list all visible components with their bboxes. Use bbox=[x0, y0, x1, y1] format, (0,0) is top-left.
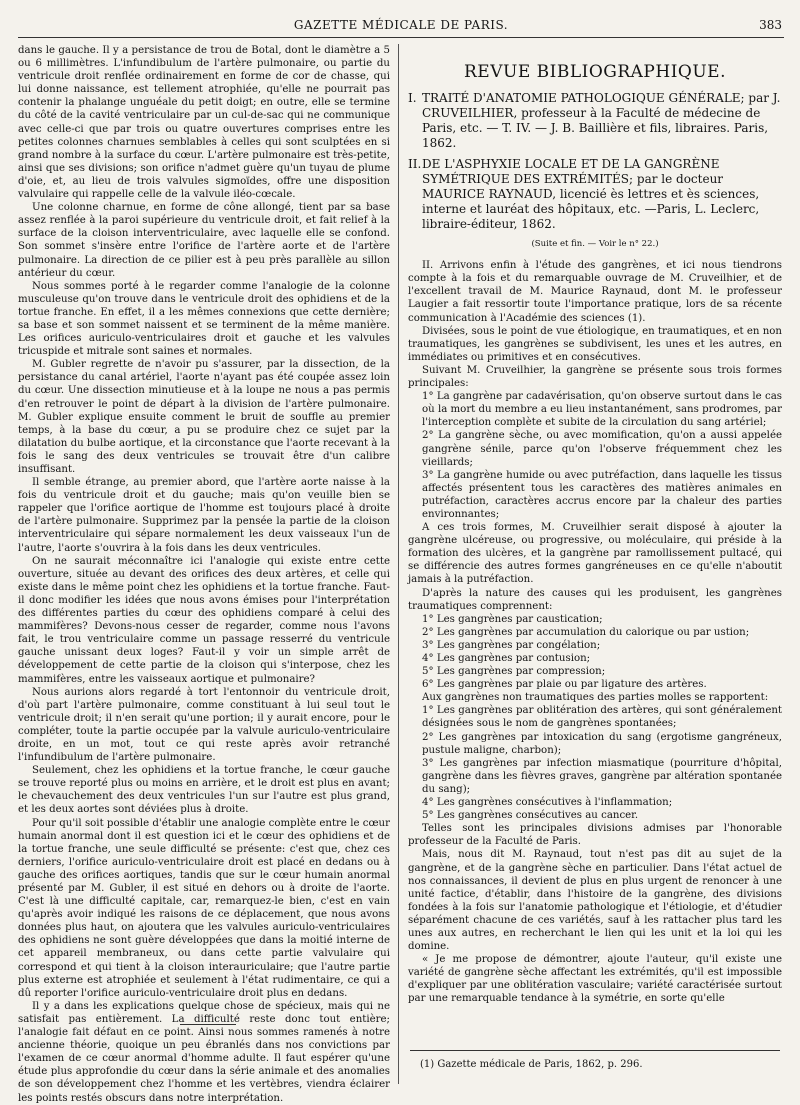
journal-title: GAZETTE MÉDICALE DE PARIS. bbox=[293, 18, 509, 32]
paragraph: Une colonne charnue, en forme de cône allongé, tient par sa base assez renflée à la paroi supérieure du ventricule droit, et fait relief à la surface de la cloison interventriculaire, avec laquelle elle se confond. Son sommet s'insère entre l'orifice de l'artère aorte et de l'artère pulmonaire. La direction de ce pilier est à peu près parallèle au sillon antérieur du cœur. bbox=[18, 202, 390, 279]
paragraph: Mais, nous dit M. Raynaud, tout n'est pas dit au sujet de la gangrène, et de la gangrène sèche en particulier. Dans l'état actuel de nos connaissances, il devient de plus en plus urgent de renoncer à une unité factice, d'établir, dans l'histoire de la gangrène, des divisions fondées à la fois sur l'anatomie pathologique et l'étiologie, et d'étudier séparément chacune de ces variétés, sauf à les rattacher plus tard les unes aux autres, en recherchant le lien qui les unit et la loi qui les domine. bbox=[408, 849, 782, 953]
list-item: 3° Les gangrènes par congélation; bbox=[422, 639, 601, 651]
entry-number: I. bbox=[408, 91, 417, 106]
paragraph: A ces trois formes, M. Cruveilhier serait disposé à ajouter la gangrène ulcéreuse, ou progressive, ou moléculaire, qui préside à la formation des ulcères, et la gangrène par ramollissement pultacé, qui se différencie des autres formes gangréneuses en ce qu'elle n'aboutit jamais à la putréfaction. bbox=[408, 522, 782, 586]
paragraph: Divisées, sous le point de vue étiologique, en traumatiques, et en non traumatiques, les gangrènes se subdivisent, les unes et les autres, en immédiates ou primitives et en consécutives. bbox=[408, 325, 782, 363]
bibliography-entry bbox=[408, 157, 782, 232]
footnote: (1) Gazette médicale de Paris, 1862, p. 296. bbox=[420, 1059, 643, 1070]
paragraph: M. Gubler regrette de n'avoir pu s'assurer, par la dissection, de la persistance du canal artériel, l'aorte n'ayant pas été coupée assez loin du cœur. Une dissection minutieuse et à la loupe ne nous a pas permis d'en retrouver le point de départ à la division de l'artère pulmonaire. M. Gubler explique ensuite comment le bruit de souffle au premier temps, à la base du cœur, a pu se produire chez ce sujet par la dilatation du bulbe aortique, et la circonstance que l'aorte recevant à la fois le sang des deux ventricules se trouvait être d'un calibre insuffisant. bbox=[18, 359, 390, 475]
list-item: 4° Les gangrènes consécutives à l'inflammation; bbox=[422, 797, 673, 809]
paragraph: dans le gauche. Il y a persistance de trou de Botal, dont le diamètre a 5 ou 6 millimètres. L'infundibulum de l'artère pulmonaire, ou partie du ventricule droit renflée ordinairement en forme de cor de chasse, qui lui donne naissance, est tellement atrophiée, qu'elle ne pourrait pas contenir la phalange unguéale du petit doigt; en outre, elle se termine du côté de la cavité ventriculaire par un cul-de-sac qui ne communique avec celle-ci que par trois ou quatre ouvertures comprises entre les petites colonnes charnues semblables à celles qui sont sculptées en si grand nombre à la surface du cœur. L'artère pulmonaire est très-petite, ainsi que ses divisions; son orifice n'admet guère qu'un tuyau de plume d'oie, et, au lieu de trois valvules sigmoïdes, offre une disposition valvulaire qui rappelle celle de la valvule iléo-cœcale. bbox=[18, 45, 390, 201]
list-item: 4° Les gangrènes par contusion; bbox=[422, 653, 591, 664]
paragraph: Suivant M. Cruveilhier, la gangrène se présente sous trois formes principales: bbox=[408, 364, 782, 390]
list-item: 6° Les gangrènes par plaie ou par ligature des artères. bbox=[422, 679, 707, 691]
header-rule bbox=[18, 37, 784, 38]
paragraph: Pour qu'il soit possible d'établir une analogie complète entre le cœur humain anormal dont il est question ici et le cœur des ophidiens et de la tortue franche, une seule difficulté se présente: c'est que, chez ces derniers, l'orifice auriculo-ventriculaire droit est placé en dedans ou à gauche des orifices aortiques, tandis que sur le cœur humain anormal présenté par M. Gubler, il est situé en dehors ou à droite de l'aorte. C'est là une difficulté capitale, car, remarquez-le bien, c'est en vain qu'après avoir indiqué les raisons de ce déplacement, que nous avons données plus haut, on ajoutera que les valvules auriculo-ventriculaires des ophidiens ne sont guère développées que dans la moitié interne de cet appareil membraneux, ou dans cette partie valvulaire qui correspond et qui tient à la cloison interauriculaire; que l'autre partie plus externe est atrophiée et seulement à l'état rudimentaire, ce qui a dû reporter l'orifice auriculo-ventriculaire droit plus en dedans. bbox=[18, 817, 390, 999]
list-item: 1° Les gangrènes par oblitération des artères, qui sont généralement désignées sous le nom de gangrènes spontanées; bbox=[422, 705, 782, 730]
entry-text: TRAITÉ D'ANATOMIE PATHOLOGIQUE GÉNÉRALE; par J. CRUVEILHIER, professeur à la Faculté de médecine de Paris, etc. — T. IV. — J. B. Baillière et fils, libraires. Paris, 1862. bbox=[422, 91, 781, 151]
running-header bbox=[18, 18, 784, 34]
list-item: 1° La gangrène par cadavérisation, qu'on observe surtout dans le cas où la mort du membre a eu lieu instantanément, sans prodromes, par l'interception complète et subite de la circulation du sang artériel; bbox=[422, 391, 782, 429]
list-item: 2° Les gangrènes par intoxication du sang (ergotisme gangréneux, pustule maligne, charbon); bbox=[422, 731, 782, 756]
right-column bbox=[408, 44, 782, 1006]
paragraph: On ne saurait méconnaître ici l'analogie qui existe entre cette ouverture, située au devant des orifices des deux artères, et celle qui existe dans le même point chez les ophidiens et la tortue franche. Faut-il donc modifier les idées que nous avons émises pour l'interprétation des différentes parties du cœur des ophidiens comparé à celui des mammifères? Devons-nous cesser de regarder, comme nous l'avons fait, le trou ventriculaire comme un passage resserré du ventricule gauche unissant deux loges? Faut-il y voir un simple arrêt de développement de cette partie de la cloison qui s'interpose, chez les mammifères, entre les vaisseaux aortique et pulmonaire? bbox=[18, 555, 390, 685]
list-item: 1° Les gangrènes par caustication; bbox=[422, 613, 603, 625]
paragraph: « Je me propose de démontrer, ajoute l'auteur, qu'il existe une variété de gangrène sèche affectant les extrémités, qu'il est impossible d'expliquer par une oblitération vasculaire; variété caractérisée surtout par une remarquable tendance à la symétrie, en sorte qu'elle bbox=[408, 954, 782, 1005]
list-item: 3° La gangrène humide ou avec putréfaction, dans laquelle les tissus affectés présentent tous les caractères des matières animales en putréfaction, caractères accrus encore par la chaleur des parties environnantes; bbox=[422, 469, 782, 520]
paragraph: Il y a dans les explications quelque chose de spécieux, mais qui ne satisfait pas entièrement. La difficulté reste donc tout entière; l'analogie fait défaut en ce point. Ainsi nous sommes ramenés à notre ancienne théorie, quoique un peu ébranlés dans nos convictions par l'examen de ce cœur anormal d'homme adulte. Il faut espérer qu'une étude plus approfondie du cœur dans la série animale et des anomalies de son développement chez l'homme et les vertèbres, viendra éclairer les points restés obscurs dans notre interprétation. bbox=[18, 1000, 390, 1104]
list-item: 2° Les gangrènes par accumulation du calorique ou par ustion; bbox=[422, 626, 750, 638]
paragraph: Seulement, chez les ophidiens et la tortue franche, le cœur gauche se trouve reporté plus ou moins en arrière, et le droit est plus en avant; le chevauchement des deux ventricules l'un sur l'autre est plus grand, et les deux aortes sont déviées plus à droite. bbox=[18, 765, 390, 816]
entry-text: DE L'ASPHYXIE LOCALE ET DE LA GANGRÈNE SYMÉTRIQUE DES EXTRÉMITÉS; par le docteur MAURICE RAYNAUD, licencié ès lettres et ès sciences, interne et lauréat des hôpitaux, etc. —Paris, L. Leclerc, libraire-éditeur, 1862. bbox=[422, 157, 760, 232]
bibliography-entry bbox=[408, 91, 782, 151]
paragraph: Nous sommes porté à le regarder comme l'analogie de la colonne musculeuse qu'on trouve dans le ventricule droit des ophidiens et de la tortue franche. En effet, il a les mêmes connexions que cette dernière; sa base et son sommet naissent et se terminent de la même manière. Les orifices auriculo-ventriculaires droit et gauche et les valvules tricuspide et mitrale sont saines et normales. bbox=[18, 280, 390, 358]
list-item: 2° La gangrène sèche, ou avec momification, qu'on a aussi appelée gangrène sénile, parce qu'on l'observe fréquemment chez les vieillards; bbox=[422, 430, 782, 468]
list-item: 5° Les gangrènes consécutives au cancer. bbox=[422, 810, 639, 822]
paragraph: II. Arrivons enfin à l'étude des gangrènes, et ici nous tiendrons compte à la fois et du remarquable ouvrage de M. Cruveilhier, et de l'excellent travail de M. Maurice Raynaud, dont M. le professeur Laugier a fait ressortir toute l'importance pratique, lors de sa récente communication à l'Académie des sciences (1). bbox=[408, 260, 782, 324]
entry-number: II. bbox=[408, 157, 422, 172]
left-column bbox=[18, 44, 390, 1105]
paragraph: Telles sont les principales divisions admises par l'honorable professeur de la Faculté de Paris. bbox=[408, 823, 782, 848]
paragraph: Il semble étrange, au premier abord, que l'artère aorte naisse à la fois du ventricule droit et du gauche; mais qu'on veuille bien se rappeler que l'orifice aortique de l'homme est toujours placé à droite de l'artère pulmonaire. Supprimez par la pensée la partie de la cloison interventriculaire qui sépare normalement les deux vaisseaux l'un de l'autre, l'aorte s'ouvrira à la fois dans les deux ventricules. bbox=[18, 477, 390, 554]
list-item: 5° Les gangrènes par compression; bbox=[422, 666, 606, 678]
column-divider bbox=[398, 44, 399, 1084]
section-title: REVUE BIBLIOGRAPHIQUE. bbox=[464, 62, 726, 82]
end-rule bbox=[180, 1024, 236, 1025]
page-number: 383 bbox=[759, 18, 782, 32]
paragraph: Aux gangrènes non traumatiques des parties molles se rapportent: bbox=[422, 692, 769, 704]
footnote-rule bbox=[410, 1050, 780, 1051]
paragraph: Nous aurions alors regardé à tort l'entonnoir du ventricule droit, d'où part l'artère pulmonaire, comme constituant à lui seul tout le ventricule droit; il n'en serait qu'une portion; il y aurait encore, pour le compléter, toute la partie occupée par la valvule auriculo-ventriculaire droite, en un mot, tout ce qui reste après avoir retranché l'infundibulum de l'artère pulmonaire. bbox=[18, 686, 390, 764]
list-item: 3° Les gangrènes par infection miasmatique (pourriture d'hôpital, gangrène dans les fièvres graves, gangrène par altération spontanée du sang); bbox=[422, 757, 782, 795]
paragraph: D'après la nature des causes qui les produisent, les gangrènes traumatiques comprennent: bbox=[408, 587, 782, 612]
continuation-note: (Suite et fin. — Voir le n° 22.) bbox=[531, 239, 659, 250]
